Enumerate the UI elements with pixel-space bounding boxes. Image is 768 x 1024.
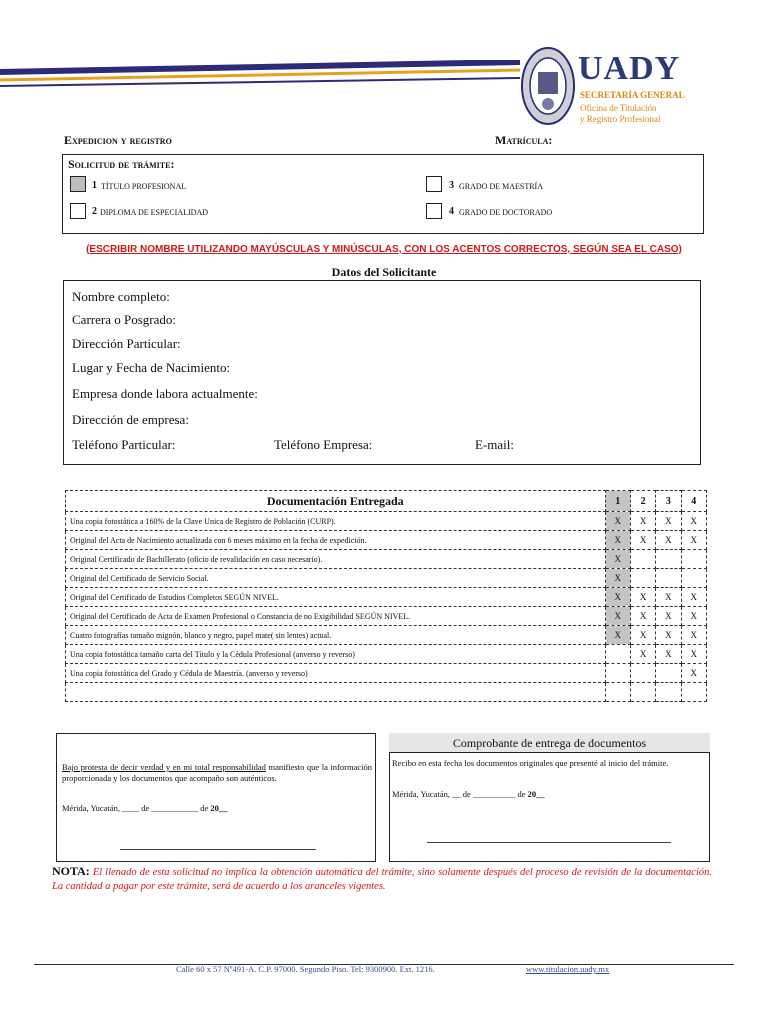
table-row	[66, 569, 707, 588]
table-row	[66, 588, 707, 607]
table-header-row	[66, 491, 707, 512]
comprobante-place: Mérida, Yucatán,	[392, 789, 450, 799]
mark-cell[interactable]: X	[630, 607, 655, 626]
comprobante-de-1: de	[462, 789, 471, 799]
oficina-label-2: y Registro Profesional	[580, 114, 661, 124]
option-label-titulo: TÍTULO PROFESIONAL	[101, 182, 187, 191]
mark-cell[interactable]	[656, 664, 681, 683]
option-num-1: 1	[92, 180, 97, 191]
doc-text: Cuatro fotografías tamaño mignón, blanco y negro, papel mate( sin lentes) actual.	[66, 626, 606, 645]
comprobante-date-line	[392, 789, 545, 799]
doc-text	[66, 683, 606, 702]
protesta-text	[62, 762, 372, 784]
mark-cell[interactable]	[630, 683, 655, 702]
field-empresa[interactable]: Empresa donde labora actualmente:	[72, 386, 258, 401]
doc-text: Original del Certificado de Acta de Examen Profesional o Constancia de no Exigibilidad SEGÚN NIVEL.	[66, 607, 606, 626]
col-header-3: 3	[656, 491, 681, 512]
table-row	[66, 683, 707, 702]
footer-url-link[interactable]: www.titulacion.uady.mx	[526, 964, 610, 974]
doc-text: Una copia fotostática a 160% de la Clave Unica de Registro de Población (CURP).	[66, 512, 606, 531]
comprobante-day-blank[interactable]: __	[452, 789, 461, 799]
field-carrera[interactable]: Carrera o Posgrado:	[72, 312, 176, 327]
checkbox-doctorado[interactable]	[426, 203, 442, 219]
mark-cell[interactable]: X	[630, 645, 655, 664]
protesta-signature-line[interactable]	[120, 849, 316, 850]
mark-cell[interactable]: X	[681, 607, 706, 626]
table-row	[66, 550, 707, 569]
protesta-year[interactable]: 20__	[210, 803, 228, 813]
mark-cell[interactable]: X	[681, 531, 706, 550]
mark-cell[interactable]: X	[656, 607, 681, 626]
field-telefono-empresa[interactable]: Teléfono Empresa:	[274, 437, 373, 452]
option-label-maestria: GRADO DE MAESTRÍA	[459, 182, 543, 191]
checkbox-titulo[interactable]	[70, 176, 86, 192]
doc-text: Original del Acta de Nacimiento actualizada con 6 meses máximo en la fecha de expedición.	[66, 531, 606, 550]
expedicion-heading: Expedicion y registro	[64, 133, 172, 147]
protesta-place: Mérida, Yucatán,	[62, 803, 120, 813]
table-row	[66, 645, 707, 664]
uady-wordmark: UADY	[578, 50, 681, 87]
mark-cell[interactable]: X	[681, 588, 706, 607]
checkbox-maestria[interactable]	[426, 176, 442, 192]
documentacion-title: Documentación Entregada	[66, 491, 606, 512]
comprobante-title: Comprobante de entrega de documentos	[389, 733, 710, 753]
warning-text: (ESCRIBIR NOMBRE UTILIZANDO MAYÚSCULAS Y MINÚSCULAS, CON LOS ACENTOS CORRECTOS, SEGÚN SEA EL CASO)	[86, 244, 682, 255]
table-row	[66, 531, 707, 550]
table-row	[66, 664, 707, 683]
mark-cell[interactable]	[605, 645, 630, 664]
solicitud-title: Solicitud de trámite:	[68, 157, 175, 171]
comprobante-signature-line[interactable]	[427, 842, 671, 843]
mark-cell[interactable]: X	[656, 512, 681, 531]
mark-cell[interactable]	[681, 550, 706, 569]
mark-cell[interactable]: X	[656, 531, 681, 550]
mark-cell[interactable]	[605, 683, 630, 702]
mark-cell[interactable]: X	[605, 607, 630, 626]
field-direccion[interactable]: Dirección Particular:	[72, 336, 181, 351]
field-direccion-empresa[interactable]: Dirección de empresa:	[72, 412, 189, 427]
mark-cell[interactable]: X	[605, 569, 630, 588]
mark-cell[interactable]	[630, 664, 655, 683]
mark-cell[interactable]	[681, 683, 706, 702]
protesta-de-2: de	[200, 803, 209, 813]
option-num-3: 3	[449, 180, 454, 191]
oficina-label: Oficina de Titulación	[580, 103, 657, 113]
table-row	[66, 607, 707, 626]
protesta-day-blank[interactable]: ____	[122, 803, 140, 813]
mark-cell[interactable]: X	[681, 626, 706, 645]
mark-cell[interactable]: X	[656, 588, 681, 607]
nota-label: NOTA:	[52, 864, 90, 878]
protesta-box	[56, 733, 376, 862]
mark-cell[interactable]: X	[605, 588, 630, 607]
mark-cell[interactable]	[656, 683, 681, 702]
mark-cell[interactable]: X	[656, 626, 681, 645]
comprobante-year[interactable]: 20__	[527, 789, 545, 799]
header-stripes	[0, 60, 520, 90]
table-row	[66, 626, 707, 645]
protesta-month-blank[interactable]: ___________	[151, 803, 199, 813]
mark-cell[interactable]	[630, 569, 655, 588]
field-nombre[interactable]: Nombre completo:	[72, 289, 170, 304]
protesta-date-line	[62, 803, 227, 813]
comprobante-de-2: de	[517, 789, 526, 799]
doc-text: Una copia fotostática tamaño carta del Título y la Cédula Profesional (anverso y reverso)	[66, 645, 606, 664]
comprobante-text: Recibo en esta fecha los documentos originales que presenté al inicio del trámite.	[392, 758, 669, 768]
datos-title: Datos del Solicitante	[331, 265, 437, 279]
matricula-label: Matrícula:	[495, 133, 553, 147]
mark-cell[interactable]: X	[605, 531, 630, 550]
doc-text: Original Certificado de Bachillerato (oficio de revalidación en caso necesario).	[66, 550, 606, 569]
mark-cell[interactable]	[681, 569, 706, 588]
option-num-2: 2	[92, 206, 97, 217]
mark-cell[interactable]: X	[681, 512, 706, 531]
uady-seal-logo	[520, 44, 576, 128]
mark-cell[interactable]: X	[605, 550, 630, 569]
field-lugar-fecha-nacimiento[interactable]: Lugar y Fecha de Nacimiento:	[72, 360, 231, 375]
secretaria-label: SECRETARÍA GENERAL	[580, 90, 685, 100]
mark-cell[interactable]: X	[605, 626, 630, 645]
checkbox-especialidad[interactable]	[70, 203, 86, 219]
mark-cell[interactable]: X	[681, 664, 706, 683]
col-header-1: 1	[605, 491, 630, 512]
mark-cell[interactable]: X	[630, 626, 655, 645]
doc-text: Original del Certificado de Servicio Social.	[66, 569, 606, 588]
mark-cell[interactable]: X	[630, 512, 655, 531]
documentacion-table	[65, 490, 707, 702]
mark-cell[interactable]: X	[605, 512, 630, 531]
mark-cell[interactable]	[656, 569, 681, 588]
footer-address: Calle 60 x 57 Nº491-A. C.P. 97000. Segundo Piso. Tel: 9300900. Ext. 1216.	[176, 964, 435, 974]
field-telefono[interactable]: Teléfono Particular:	[72, 437, 176, 452]
col-header-4: 4	[681, 491, 706, 512]
nota-text: El llenado de esta solicitud no implica la obtención automática del trámite, sino solamente después del proceso de revisión de la documentación. La cantidad a pagar por este trámite, será de acuerdo a los aranceles vigentes.	[52, 867, 712, 892]
option-label-especialidad: DIPLOMA DE ESPECIALIDAD	[100, 208, 208, 217]
doc-text: Una copia fotostática del Grado y Cédula de Maestría. (anverso y reverso)	[66, 664, 606, 683]
protesta-rest: manifiesto que la información proporcionada y los documentos que acompaño son auténticos.	[62, 762, 372, 783]
mark-cell[interactable]: X	[681, 645, 706, 664]
mark-cell[interactable]: X	[656, 645, 681, 664]
table-row	[66, 512, 707, 531]
mark-cell[interactable]: X	[630, 531, 655, 550]
nota	[52, 864, 712, 894]
protesta-de-1: de	[141, 803, 150, 813]
protesta-underlined: Bajo protesta de decir verdad y en mi total responsabilidad	[62, 762, 266, 772]
mark-cell[interactable]	[605, 664, 630, 683]
option-num-4: 4	[449, 206, 454, 217]
option-label-doctorado: GRADO DE DOCTORADO	[459, 208, 553, 217]
col-header-2: 2	[630, 491, 655, 512]
mark-cell[interactable]	[656, 550, 681, 569]
mark-cell[interactable]	[630, 550, 655, 569]
comprobante-month-blank[interactable]: __________	[472, 789, 516, 799]
field-email[interactable]: E-mail:	[475, 437, 514, 452]
mark-cell[interactable]: X	[630, 588, 655, 607]
doc-text: Original del Certificado de Estudios Completos SEGÚN NIVEL.	[66, 588, 606, 607]
